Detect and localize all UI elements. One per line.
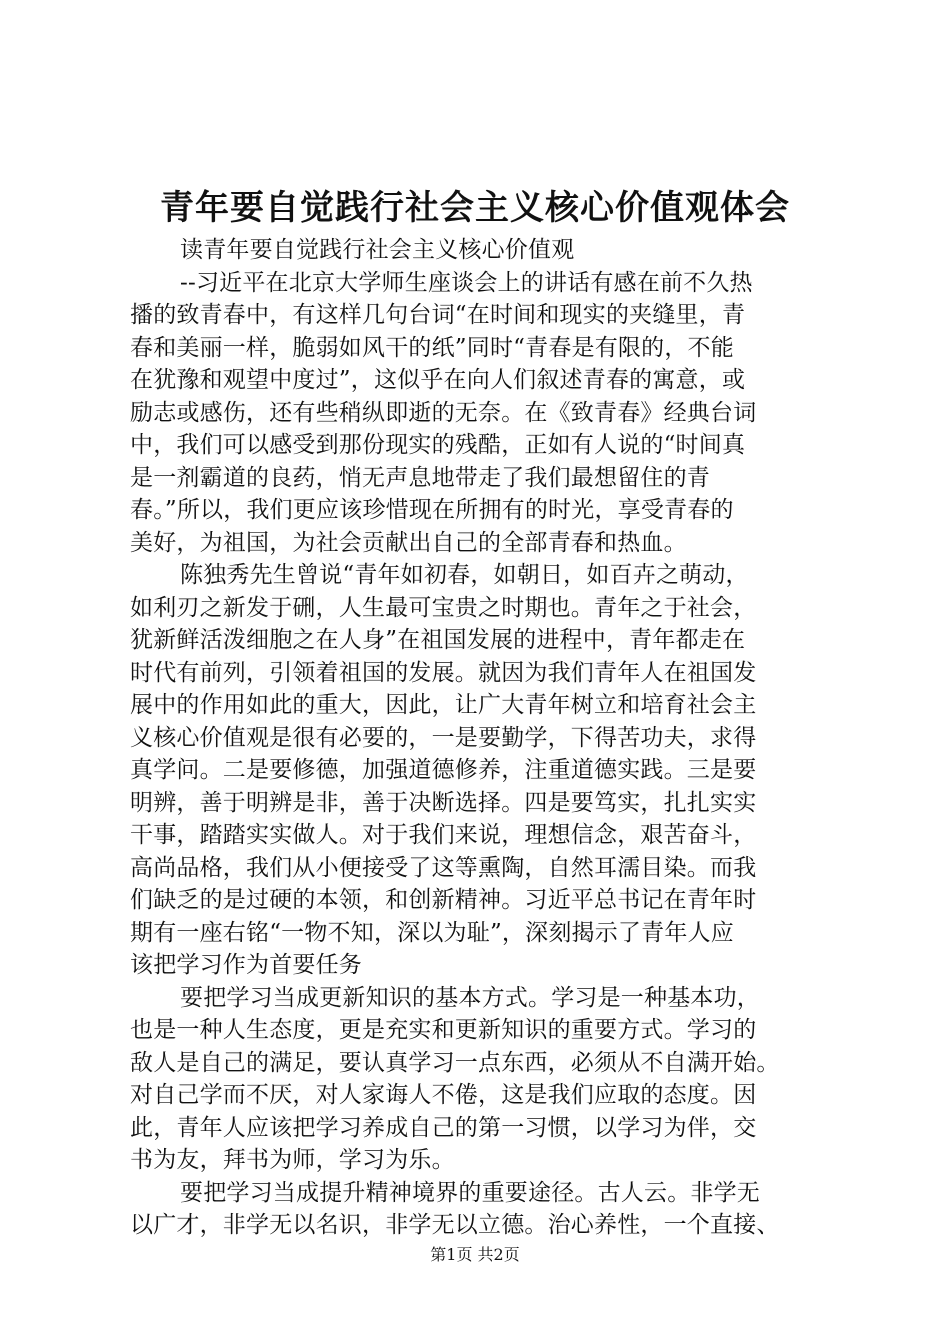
- text-line: 要把学习当成更新知识的基本方式。学习是一种基本功，: [180, 984, 760, 1011]
- document-title: 青年要自觉践行社会主义核心价值观体会: [160, 188, 790, 228]
- text-line: 书为友，拜书为师，学习为乐。: [130, 1147, 455, 1173]
- text-line: 春。”所以，我们更应该珍惜现在所拥有的时光，享受青春的: [130, 497, 734, 523]
- text-line: 明辨，善于明辨是非，善于决断选择。四是要笃实，扎扎实实: [130, 789, 757, 816]
- text-line: 期有一座右铭“一物不知，深以为耻”，深刻揭示了青年人应: [130, 919, 734, 946]
- text-line: 在犹豫和观望中度过”，这似乎在向人们叙述青春的寓意，或: [130, 367, 746, 393]
- text-line: 此，青年人应该把学习养成自己的第一习惯，以学习为伴，交: [130, 1114, 757, 1141]
- text-line: 对自己学而不厌，对人家诲人不倦，这是我们应取的态度。因: [130, 1082, 757, 1108]
- text-line: 陈独秀先生曾说“青年如初春，如朝日，如百卉之萌动，: [180, 562, 749, 588]
- text-line: 该把学习作为首要任务: [130, 952, 362, 978]
- text-line: 中，我们可以感受到那份现实的残酷，正如有人说的“时间真: [130, 432, 746, 458]
- text-line: 高尚品格，我们从小便接受了这等熏陶，自然耳濡目染。而我: [130, 854, 757, 881]
- text-line: 励志或感伤，还有些稍纵即逝的无奈。在《致青春》经典台词: [130, 399, 757, 426]
- page-footer: 第1页 共2页: [430, 1245, 520, 1264]
- text-line: 们缺乏的是过硬的本领，和创新精神。习近平总书记在青年时: [130, 887, 757, 913]
- text-line: 是一剂霸道的良药，悄无声息地带走了我们最想留住的青: [130, 464, 710, 491]
- text-line: 义核心价值观是很有必要的，一是要勤学，下得苦功夫，求得: [130, 724, 757, 751]
- text-line: 时代有前列，引领着祖国的发展。就因为我们青年人在祖国发: [130, 659, 757, 686]
- text-line: 以广才，非学无以名识，非学无以立德。治心养性，一个直接、: [130, 1212, 780, 1238]
- text-line: 展中的作用如此的重大，因此，让广大青年树立和培育社会主: [130, 692, 757, 718]
- text-line: 如利刃之新发于硎，人生最可宝贵之时期也。青年之于社会，: [130, 594, 757, 621]
- text-line: 真学问。二是要修德，加强道德修养，注重道德实践。三是要: [130, 757, 757, 783]
- text-line: 干事，踏踏实实做人。对于我们来说，理想信念，艰苦奋斗，: [130, 822, 757, 848]
- text-line: 犹新鲜活泼细胞之在人身”在祖国发展的进程中，青年都走在: [130, 627, 746, 653]
- text-line: 美好，为祖国，为社会贡献出自己的全部青春和热血。: [130, 529, 687, 556]
- text-line: 也是一种人生态度，更是充实和更新知识的重要方式。学习的: [130, 1017, 757, 1043]
- text-line: 春和美丽一样，脆弱如风干的纸”同时“青春是有限的，不能: [130, 334, 734, 361]
- text-line: 读青年要自觉践行社会主义核心价值观: [180, 237, 575, 263]
- text-line: 要把学习当成提升精神境界的重要途径。古人云。非学无: [180, 1179, 760, 1206]
- text-line: 播的致青春中，有这样几句台词“在时间和现实的夹缝里，青: [130, 302, 746, 328]
- text-line: --习近平在北京大学师生座谈会上的讲话有感在前不久热: [180, 269, 753, 296]
- document-body: [130, 234, 842, 1242]
- text-line: 敌人是自己的满足，要认真学习一点东西，必须从不自满开始。: [130, 1049, 780, 1076]
